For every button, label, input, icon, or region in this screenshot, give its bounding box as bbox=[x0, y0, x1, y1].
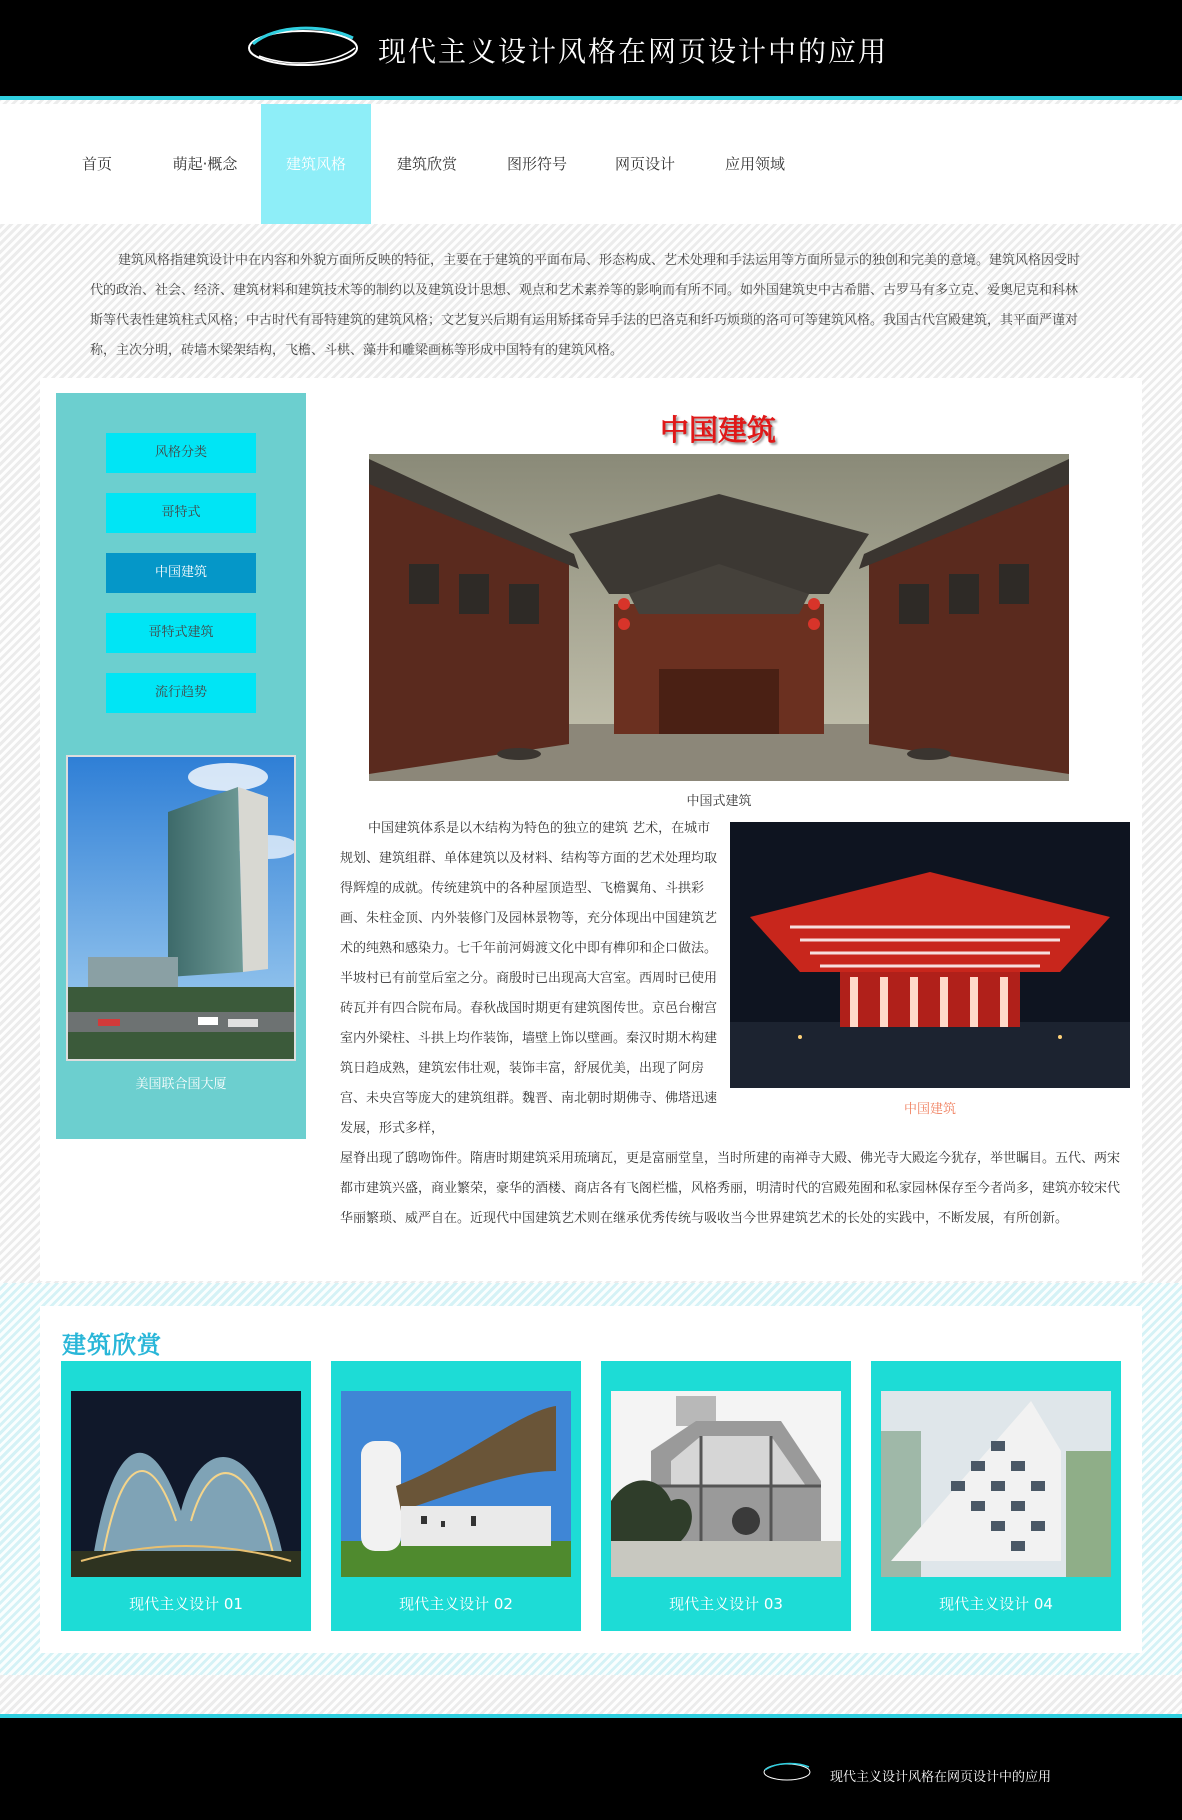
nav-item-concept[interactable]: 萌起·概念 bbox=[172, 155, 238, 173]
leaf-logo-icon[interactable] bbox=[245, 22, 360, 70]
main-nav bbox=[0, 104, 1182, 224]
article-text-part-2: 屋脊出现了鸱吻饰件。隋唐时期建筑采用琉璃瓦，更是富丽堂皇，当时所建的南禅寺大殿、佛光寺大殿迄今犹存，举世瞩目。五代、两宋都市建筑兴盛，商业繁荣，豪华的酒楼、商店各有飞阁栏槛，风格秀丽，明清时代的宫殿苑囿和私家园林保存至今者尚多，建筑亦较宋代华丽繁琐、威严自在。近现代中国建筑艺术则在继承优秀传统与吸收当今世界建筑艺术的长处的实践中，不断发展，有所创新。 bbox=[340, 1151, 1121, 1226]
site-header bbox=[0, 0, 1182, 100]
main-photo-caption: 中国式建筑 bbox=[686, 794, 752, 809]
nav-item-home[interactable]: 首页 bbox=[81, 155, 112, 173]
content-title: 中国建筑 bbox=[659, 413, 776, 447]
gallery-thumb-3 bbox=[611, 1391, 841, 1577]
gallery-thumb-1 bbox=[71, 1391, 301, 1577]
right-photo-caption: 中国建筑 bbox=[903, 1102, 956, 1117]
gallery-card-label: 现代主义设计 01 bbox=[129, 1595, 243, 1613]
gallery-card-label: 现代主义设计 02 bbox=[399, 1595, 513, 1613]
sidebar-item-gothic-architecture[interactable]: 哥特式建筑 bbox=[106, 613, 256, 653]
nav-item-graphic-symbols[interactable]: 图形符号 bbox=[506, 155, 567, 173]
sidebar-item-trends[interactable]: 流行趋势 bbox=[106, 673, 256, 713]
site-footer bbox=[0, 1714, 1182, 1820]
sidebar-item-chinese-architecture[interactable]: 中国建筑 bbox=[106, 553, 256, 593]
sidebar-item-style-category[interactable]: 风格分类 bbox=[106, 433, 256, 473]
gallery-card-3[interactable] bbox=[601, 1361, 851, 1631]
gallery-card-4[interactable] bbox=[871, 1361, 1121, 1631]
sidebar bbox=[56, 393, 306, 1139]
chinese-architecture-photo bbox=[369, 454, 1069, 781]
intro-text: 建筑风格指建筑设计中在内容和外貌方面所反映的特征，主要在于建筑的平面布局、形态构成、艺术处理和手法运用等方面所显示的独创和完美的意境。建筑风格因受时代的政治、社会、经济、建筑材料和建筑技术等的制约以及建筑设计思想、观点和艺术素养等的影响而有所不同。如外国建筑史中古希腊、古罗马有多立克、爱奥尼克和科林斯等代表性建筑柱式风格；中古时代有哥特建筑的建筑风格；文艺复兴后期有运用矫揉奇异手法的巴洛克和纤巧烦琐的洛可可等建筑风格。我国古代宫殿建筑，其平面严谨对称，主次分明，砖墙木梁架结构，飞檐、斗栱、藻井和雕梁画栋等形成中国特有的建筑风格。 bbox=[90, 253, 1081, 358]
footer-text: 现代主义设计风格在网页设计中的应用 bbox=[830, 1770, 1052, 1785]
gallery-thumb-2 bbox=[341, 1391, 571, 1577]
side-photo-caption: 美国联合国大厦 bbox=[135, 1077, 227, 1092]
gallery-card-label: 现代主义设计 04 bbox=[939, 1595, 1053, 1613]
nav-item-web-design[interactable]: 网页设计 bbox=[614, 155, 675, 173]
sidebar-item-gothic[interactable]: 哥特式 bbox=[106, 493, 256, 533]
leaf-logo-icon bbox=[762, 1760, 812, 1782]
un-building-photo bbox=[66, 755, 296, 1061]
nav-item-architecture-style[interactable]: 建筑风格 bbox=[261, 104, 371, 224]
gallery-card-label: 现代主义设计 03 bbox=[669, 1595, 783, 1613]
article-text-part-1: 中国建筑体系是以木结构为特色的独立的建筑 艺术，在城市规划、建筑组群、单体建筑以及材料、结构等方面的艺术处理均取得辉煌的成就。传统建筑中的各种屋顶造型、飞檐翼角、斗拱彩画、朱柱金顶、内外装修门及园林景物等，充分体现出中国建筑艺术的纯熟和感染力。七千年前河姆渡文化中即有榫卯和企口做法。半坡村已有前堂后室之分。商殷时已出现高大宫室。西周时已使用砖瓦并有四合院布局。春秋战国时期更有建筑图传世。京邑台榭宫室内外梁柱、斗拱上均作装饰，墙壁上饰以壁画。秦汉时期木构建筑日趋成熟，建筑宏伟壮观，装饰丰富，舒展优美，出现了阿房宫、未央宫等庞大的建筑组群。魏晋、南北朝时期佛寺、佛塔迅速发展，形式多样， bbox=[340, 821, 718, 1136]
china-pavilion-photo bbox=[730, 822, 1130, 1088]
gallery-title: 建筑欣赏 bbox=[62, 1331, 162, 1359]
gallery-card-2[interactable] bbox=[331, 1361, 581, 1631]
gallery-card-1[interactable] bbox=[61, 1361, 311, 1631]
site-title: 现代主义设计风格在网页设计中的应用 bbox=[378, 35, 889, 68]
intro-section bbox=[0, 232, 1182, 372]
nav-item-architecture-appreciation[interactable]: 建筑欣赏 bbox=[396, 155, 457, 173]
gallery-thumb-4 bbox=[881, 1391, 1111, 1577]
nav-item-application-fields[interactable]: 应用领域 bbox=[724, 155, 785, 173]
